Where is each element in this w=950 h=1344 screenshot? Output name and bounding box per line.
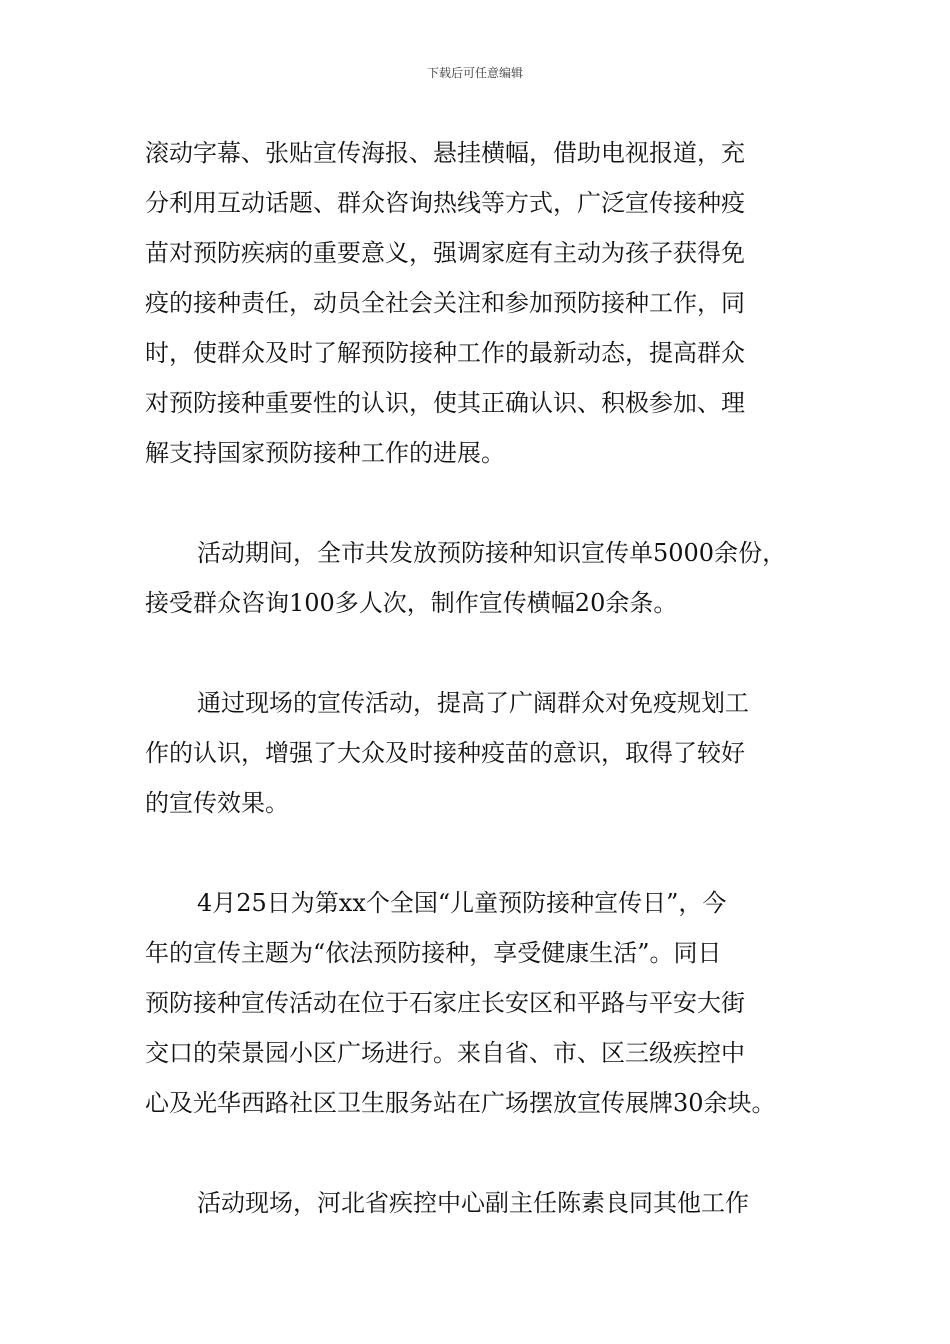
text-line: 疫的接种责任，动员全社会关注和参加预防接种工作，同 [145, 289, 745, 317]
paragraph-gap [145, 478, 810, 528]
text-line: 时，使群众及时了解预防接种工作的最新动态，提高群众 [145, 339, 745, 367]
text-line: 心及光华西路社区卫生服务站在广场摆放宣传展牌30余块。 [145, 1089, 776, 1117]
text-line: 分利用互动话题、群众咨询热线等方式，广泛宣传接种疫 [145, 189, 745, 217]
text-line: 4月25日为第xx个全国“儿童预防接种宣传日”，今 [197, 889, 727, 917]
text-line: 接受群众咨询100多人次，制作宣传横幅20余条。 [145, 589, 678, 617]
paragraph-1 [145, 128, 810, 478]
text-line: 作的认识，增强了大众及时接种疫苗的意识，取得了较好 [145, 739, 745, 767]
document-body [145, 128, 810, 1228]
page-header: 下载后可任意编辑 [426, 66, 523, 80]
paragraph-gap [145, 1128, 810, 1178]
paragraph-gap [145, 628, 810, 678]
paragraph-5 [145, 1178, 810, 1228]
text-line: 活动期间，全市共发放预防接种知识宣传单5000余份， [197, 539, 787, 567]
text-line: 预防接种宣传活动在位于石家庄长安区和平路与平安大街 [145, 989, 745, 1017]
text-line: 对预防接种重要性的认识，使其正确认识、积极参加、理 [145, 389, 745, 417]
text-line: 活动现场，河北省疾控中心副主任陈素良同其他工作 [197, 1189, 749, 1217]
text-line: 的宣传效果。 [145, 789, 289, 817]
paragraph-gap [145, 828, 810, 878]
text-line: 交口的荣景园小区广场进行。来自省、市、区三级疾控中 [145, 1039, 745, 1067]
text-line: 苗对预防疾病的重要意义，强调家庭有主动为孩子获得免 [145, 239, 745, 267]
paragraph-2 [145, 528, 810, 628]
paragraph-3 [145, 678, 810, 828]
paragraph-4 [145, 878, 810, 1128]
text-line: 通过现场的宣传活动，提高了广阔群众对免疫规划工 [197, 689, 749, 717]
text-line: 滚动字幕、张贴宣传海报、悬挂横幅，借助电视报道，充 [145, 139, 745, 167]
text-line: 解支持国家预防接种工作的进展。 [145, 439, 505, 467]
text-line: 年的宣传主题为“依法预防接种，享受健康生活”。同日 [145, 939, 722, 967]
